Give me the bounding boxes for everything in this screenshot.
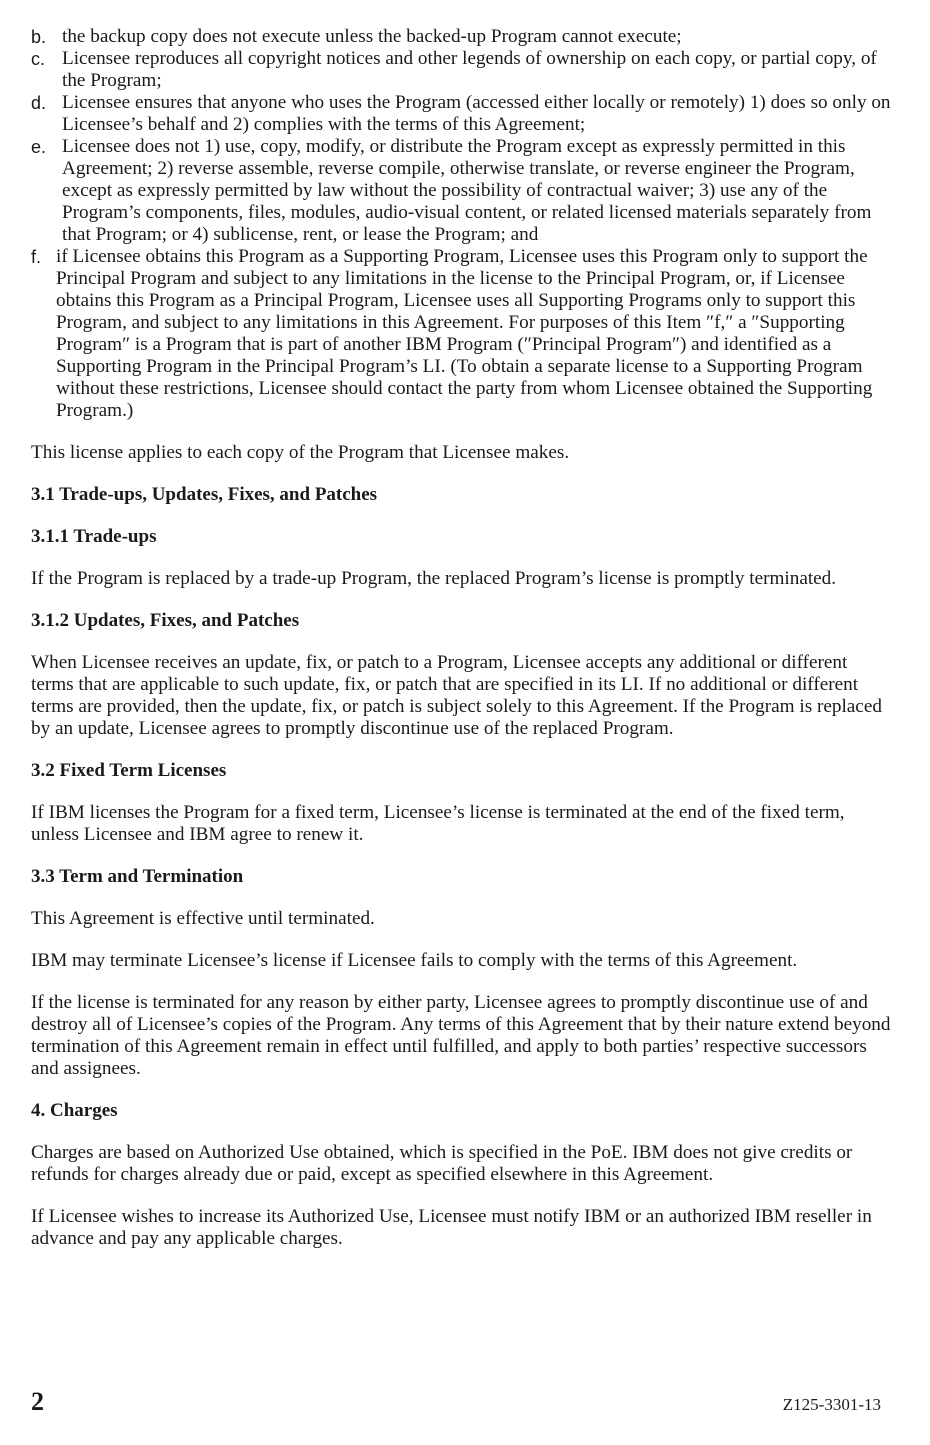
- paragraph-termination: If the license is terminated for any reason by either party, Licensee agrees to promptly discontinue use of and destroy all of Licensee’s copies of the Program. Any terms of this Agreement that by their nature extend beyond termination of this Agreement remain in effect until fulfilled, and apply to both parties’ respective successors and assignees.: [31, 992, 891, 1079]
- heading-3-1: 3.1 Trade-ups, Updates, Fixes, and Patches: [31, 484, 378, 505]
- heading-3-2: 3.2 Fixed Term Licenses: [31, 760, 227, 781]
- list-marker: f.: [31, 247, 42, 267]
- list-marker: b.: [31, 27, 47, 47]
- paragraph-updates: When Licensee receives an update, fix, or patch to a Program, Licensee accepts any additional or different terms that are applicable to such update, fix, or patch that are specified in its LI. If no additional or different terms are provided, then the update, fix, or patch is subject solely to this Agreement. If the Program is replaced by an update, Licensee agrees to promptly discontinue use of the replaced Program.: [31, 652, 882, 739]
- page-footer: [31, 1387, 881, 1417]
- list-item: [31, 26, 891, 48]
- document-id: Z125-3301-13: [782, 1395, 881, 1414]
- list-item: [31, 92, 891, 136]
- paragraph-effective: This Agreement is effective until terminated.: [31, 908, 375, 929]
- list-marker: c.: [31, 49, 46, 69]
- restrictions-list: [31, 26, 891, 422]
- list-marker: d.: [31, 93, 47, 113]
- paragraph-charges: Charges are based on Authorized Use obtained, which is specified in the PoE. IBM does not give credits or refunds for charges already due or paid, except as specified elsewhere in this Agreement.: [31, 1142, 853, 1185]
- list-item-text: if Licensee obtains this Program as a Supporting Program, Licensee uses this Program only to support the Principal Program and subject to any limitations in the license to the Principal Program, or, if Licensee obtains this Program as a Principal Program, Licensee uses all Supporting Programs only to support this Program, and subject to any limitations in this Agreement. For purposes of this Item ″f,″ a ″Supporting Program″ is a Program that is part of another IBM Program (″Principal Program″) and identified as a Supporting Program in the Principal Program’s LI. (To obtain a separate license to a Supporting Program without these restrictions, Licensee should contact the party from whom Licensee obtained the Supporting Program.): [56, 246, 873, 421]
- paragraph-license-applies: This license applies to each copy of the Program that Licensee makes.: [31, 442, 570, 463]
- paragraph-ibm-terminate: IBM may terminate Licensee’s license if Licensee fails to comply with the terms of this Agreement.: [31, 950, 798, 971]
- list-item-text: Licensee reproduces all copyright notices and other legends of ownership on each copy, or partial copy, of the Program;: [62, 48, 877, 91]
- list-item-text: Licensee ensures that anyone who uses the Program (accessed either locally or remotely) 1) does so only on Licensee’s behalf and 2) complies with the terms of this Agreement;: [62, 92, 891, 135]
- list-item-text: the backup copy does not execute unless the backed-up Program cannot execute;: [62, 26, 682, 47]
- list-marker: e.: [31, 137, 47, 157]
- paragraph-fixed-term: If IBM licenses the Program for a fixed term, Licensee’s license is terminated at the end of the fixed term, unless Licensee and IBM agree to renew it.: [31, 802, 845, 845]
- heading-3-3: 3.3 Term and Termination: [31, 866, 244, 887]
- heading-4: 4. Charges: [31, 1100, 118, 1121]
- list-item: [31, 246, 891, 422]
- heading-3-1-2: 3.1.2 Updates, Fixes, and Patches: [31, 610, 300, 631]
- document-body: [31, 26, 891, 1250]
- list-item: [31, 48, 891, 92]
- page-number: 2: [31, 1387, 44, 1416]
- list-item-text: Licensee does not 1) use, copy, modify, or distribute the Program except as expressly permitted in this Agreement; 2) reverse assemble, reverse compile, otherwise translate, or reverse engineer the Program, except as expressly permitted by law without the possibility of contractual waiver; 3) use any of the Program’s components, files, modules, audio-visual content, or related licensed materials separately from that Program; or 4) sublicense, rent, or lease the Program; and: [62, 136, 872, 245]
- heading-3-1-1: 3.1.1 Trade-ups: [31, 526, 157, 547]
- paragraph-increase-use: If Licensee wishes to increase its Authorized Use, Licensee must notify IBM or an authorized IBM reseller in advance and pay any applicable charges.: [31, 1206, 872, 1249]
- list-item: [31, 136, 891, 246]
- paragraph-tradeups: If the Program is replaced by a trade-up Program, the replaced Program’s license is promptly terminated.: [31, 568, 837, 589]
